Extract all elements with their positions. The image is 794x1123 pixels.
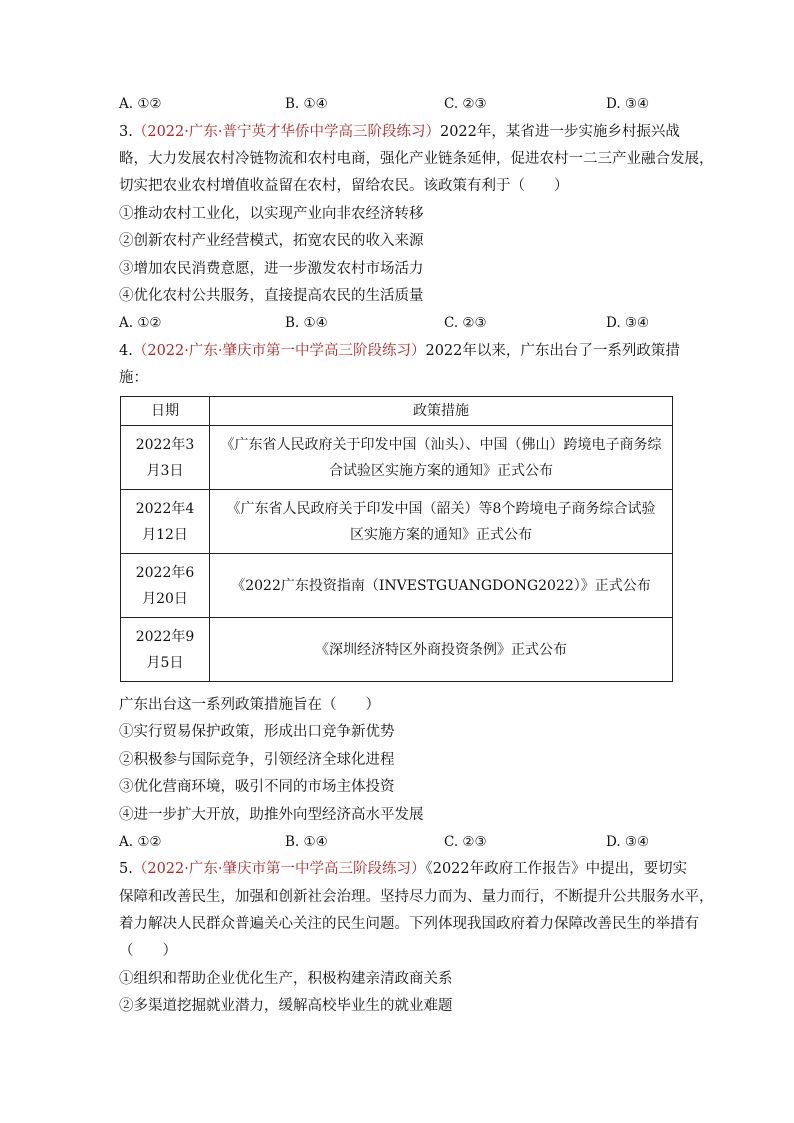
table-header-row [121,397,673,426]
q4-option-b: B. ①④ [285,834,328,850]
q5-line-1 [119,859,687,879]
q3-number: 3. [119,124,133,140]
q4-line-2: 施： [119,370,148,386]
q4-item-1: ①实行贸易保护政策，形成出口竞争新优势 [119,724,395,740]
q3-line-2: 略，大力发展农村冷链物流和农村电商，强化产业链条延伸，促进农村一二三产业融合发展， [119,151,714,167]
q3-line-1 [119,122,680,142]
q3-item-4: ④优化农村公共服务，直接提高农民的生活质量 [119,288,424,304]
policy-cell: 《深圳经济特区外商投资条例》正式公布 [210,618,673,682]
q3-option-c: C. ②③ [444,315,487,331]
policy-cell: 《2022广东投资指南（INVESTGUANGDONG2022）》正式公布 [210,554,673,618]
policy-cell: 《广东省人民政府关于印发中国（韶关）等8个跨境电子商务综合试验 区实施方案的通知》正式公布 [210,490,673,554]
header-date: 日期 [121,397,210,426]
q3-item-3: ③增加农民消费意愿，进一步激发农村市场活力 [119,261,424,277]
options-row-prev [119,94,659,114]
q4-item-2: ②积极参与国际竞争，引领经济全球化进程 [119,752,395,768]
q5-line-2: 保障和改善民生，加强和创新社会治理。坚持尽力而为、量力而行，不断提升公共服务水平， [119,889,714,905]
q3-stem-start: 2022年，某省进一步实施乡村振兴战 [439,124,680,140]
option-a: A. ①② [119,96,162,112]
q3-source: （2022·广东·普宁英才华侨中学高三阶段练习） [132,124,440,140]
q4-line-1 [119,341,680,361]
option-d: D. ③④ [606,96,650,112]
q3-line-3: 切实把农业农村增值收益留在农村，留给农民。该政策有利于（ ） [119,178,569,194]
q3-option-a: A. ①② [119,315,162,331]
q5-item-2: ②多渠道挖掘就业潜力，缓解高校毕业生的就业难题 [119,998,453,1014]
policy-table [120,396,673,682]
q4-options [119,832,659,852]
table-row [121,426,673,490]
table-row [121,618,673,682]
date-cell: 2022年3 月3日 [121,426,210,490]
header-policy: 政策措施 [210,397,673,426]
q4-option-d: D. ③④ [606,834,650,850]
date-cell: 2022年4 月12日 [121,490,210,554]
q3-item-2: ②创新农村产业经营模式，拓宽农民的收入来源 [119,233,424,249]
q4-option-a: A. ①② [119,834,162,850]
q5-stem-start: 《2022年政府工作报告》中提出，要切实 [425,861,688,877]
table-row [121,490,673,554]
option-b: B. ①④ [285,96,328,112]
q5-line-3: 着力解决人民群众普遍关心关注的民生问题。下列体现我国政府着力保障改善民生的举措有 [119,916,699,932]
q4-stem-start: 2022年以来，广东出台了一系列政策措 [425,343,680,359]
q5-line-4: （ ） [119,943,177,959]
q4-option-c: C. ②③ [444,834,487,850]
q5-item-1: ①组织和帮助企业优化生产，积极构建亲清政商关系 [119,971,453,987]
q3-item-1: ①推动农村工业化，以实现产业向非农经济转移 [119,206,424,222]
q3-option-b: B. ①④ [285,315,328,331]
date-cell: 2022年9 月5日 [121,618,210,682]
q3-option-d: D. ③④ [606,315,650,331]
date-cell: 2022年6 月20日 [121,554,210,618]
q5-number: 5. [119,861,133,877]
q3-options [119,313,659,333]
q4-item-4: ④进一步扩大开放，助推外向型经济高水平发展 [119,807,424,823]
option-c: C. ②③ [444,96,487,112]
table-row [121,554,673,618]
policy-cell: 《广东省人民政府关于印发中国（汕头）、中国（佛山）跨境电子商务综 合试验区实施方案的通知》正式公布 [210,426,673,490]
q5-source: （2022·广东·肇庆市第一中学高三阶段练习） [132,861,426,877]
q4-item-3: ③优化营商环境，吸引不同的市场主体投资 [119,779,395,795]
q4-stem: 广东出台这一系列政策措施旨在（ ） [119,697,380,713]
q4-number: 4. [119,343,133,359]
q4-source: （2022·广东·肇庆市第一中学高三阶段练习） [132,343,426,359]
